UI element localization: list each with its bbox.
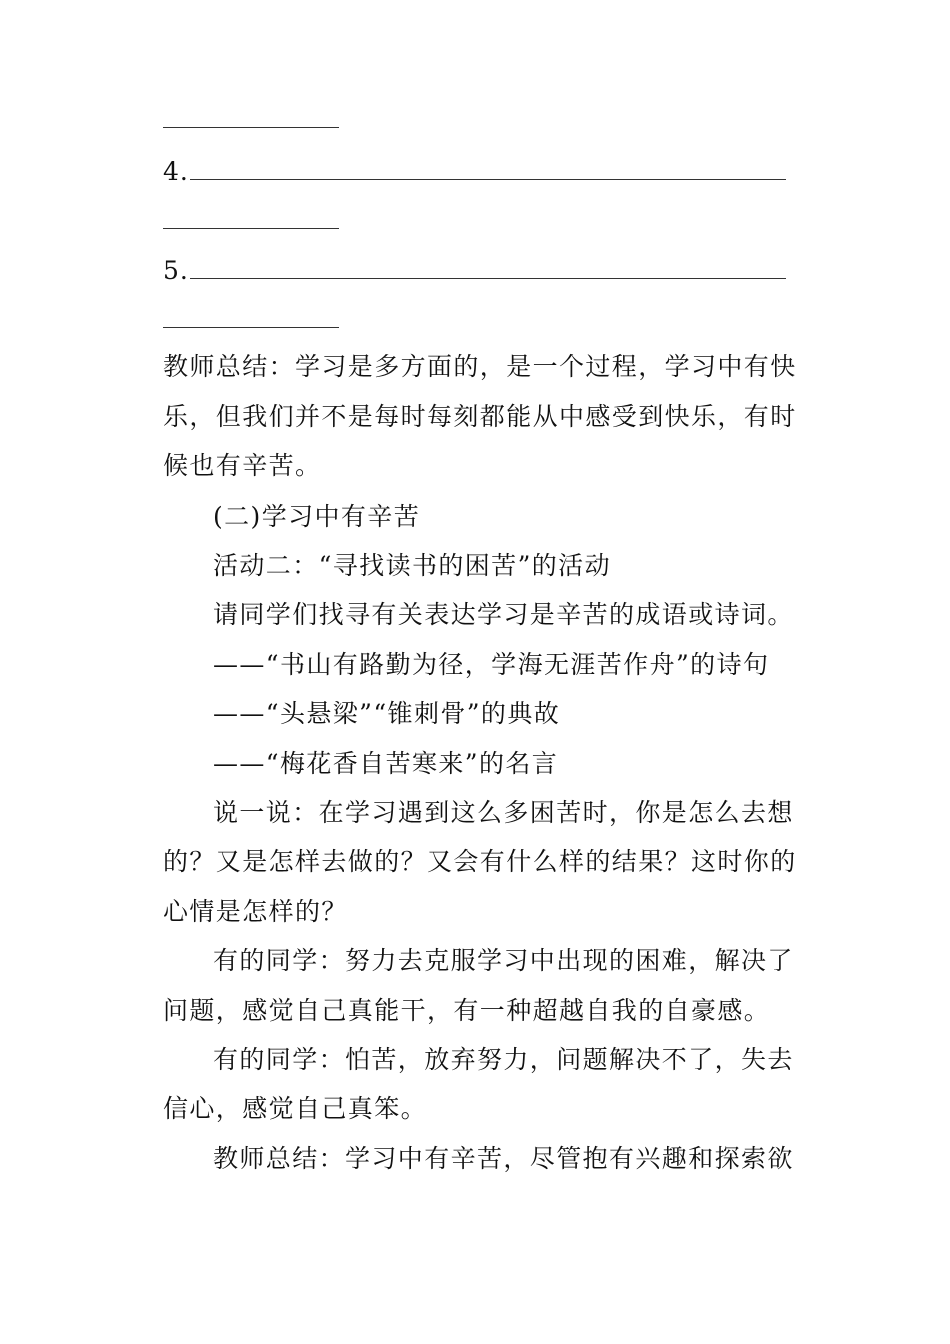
summary-line: 候也有辛苦。: [163, 451, 322, 480]
answer-blank-line: [163, 127, 339, 128]
example-item: ——“梅花香自苦寒来”的名言: [213, 749, 559, 778]
item-number-4: 4.: [163, 157, 189, 186]
answer-blank-line: [190, 278, 786, 279]
discussion-line: 说一说：在学习遇到这么多困苦时，你是怎么去想: [213, 798, 794, 827]
activity-title: 活动二：“寻找读书的困苦”的活动: [213, 551, 611, 580]
example-item: ——“书山有路勤为径，学海无涯苦作舟”的诗句: [213, 650, 770, 679]
example-item: ——“头悬梁”“锥刺骨”的典故: [213, 699, 561, 728]
discussion-line: 的？又是怎样去做的？又会有什么样的结果？这时你的: [163, 847, 797, 876]
item-number-5: 5.: [163, 256, 189, 285]
student-response-line: 信心，感觉自己真笨。: [163, 1094, 428, 1123]
summary-line: 教师总结：学习中有辛苦，尽管抱有兴趣和探索欲: [213, 1144, 794, 1173]
student-response-line: 有的同学：努力去克服学习中出现的困难，解决了: [213, 946, 794, 975]
answer-blank-line: [163, 228, 339, 229]
section-heading: (二)学习中有辛苦: [213, 502, 421, 531]
discussion-line: 心情是怎样的？: [163, 897, 348, 926]
summary-line: 乐，但我们并不是每时每刻都能从中感受到快乐，有时: [163, 402, 797, 431]
student-response-line: 有的同学：怕苦，放弃努力，问题解决不了，失去: [213, 1045, 794, 1074]
student-response-line: 问题，感觉自己真能干，有一种超越自我的自豪感。: [163, 996, 771, 1025]
answer-blank-line: [190, 179, 786, 180]
instruction-text: 请同学们找寻有关表达学习是辛苦的成语或诗词。: [213, 600, 794, 629]
answer-blank-line: [163, 327, 339, 328]
summary-line: 教师总结：学习是多方面的，是一个过程，学习中有快: [163, 352, 797, 381]
